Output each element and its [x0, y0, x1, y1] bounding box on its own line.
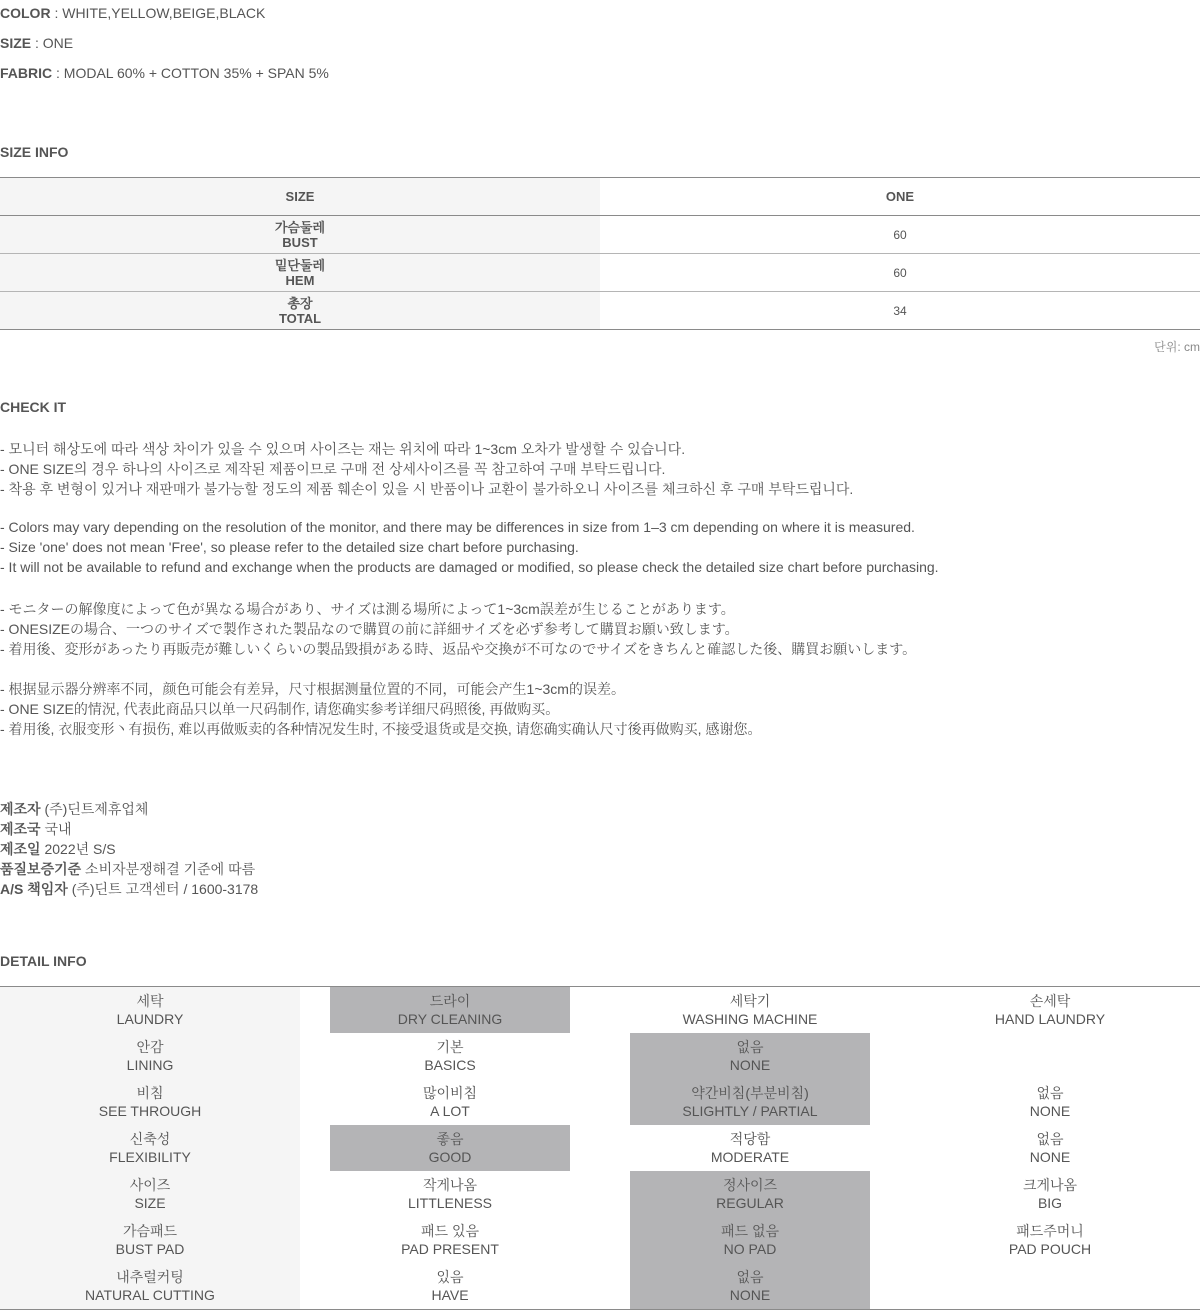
detail-option-selected [330, 987, 570, 1033]
detail-option-selected [330, 1125, 570, 1171]
option-ko: 손세탁 [1029, 993, 1071, 1009]
option-ko: 기본 [436, 1039, 464, 1055]
option-ko: 없음 [1036, 1131, 1064, 1147]
size-row-bust [0, 216, 1200, 254]
option-en: HAVE [431, 1287, 469, 1303]
label-ko: 가슴둘레 [274, 219, 326, 235]
detail-option-selected [630, 1263, 870, 1309]
spec-fabric [0, 65, 329, 81]
detail-row-label [0, 987, 300, 1033]
option-ko: 있음 [436, 1269, 464, 1285]
option-en: MODERATE [710, 1149, 790, 1165]
check-it-title: CHECK IT [0, 399, 67, 415]
option-en: A LOT [430, 1103, 470, 1119]
label-ko: 내추럴커팅 [116, 1269, 184, 1285]
detail-row-label [0, 1033, 300, 1079]
mfg-key: 제조일 [0, 841, 41, 857]
option-en: BASICS [424, 1057, 476, 1073]
option-ko: 없음 [736, 1269, 764, 1285]
option-en: NONE [729, 1287, 771, 1303]
label-en: TOTAL [278, 310, 322, 326]
option-en: LITTLENESS [407, 1195, 493, 1211]
option-en: PAD PRESENT [401, 1241, 499, 1257]
label-en: SIZE [134, 1195, 166, 1211]
mfg-value: (주)딘트제휴업체 [40, 801, 149, 817]
option-ko: 적당함 [729, 1131, 771, 1147]
size-table-header [0, 178, 1200, 216]
option-ko: 패드 없음 [721, 1223, 779, 1239]
mfg-as [0, 879, 258, 899]
detail-row-label [0, 1079, 300, 1125]
check-line: - 着用後、変形があったり再販売が難しいくらいの製品毀損がある時、返品や交換が不可なのでサイズをきちんと確認した後、購買お願いします。 [0, 641, 917, 657]
mfg-value: (주)딘트 고객센터 / 1600-3178 [67, 881, 259, 897]
detail-option-selected [630, 1217, 870, 1263]
mfg-key: 제조국 [0, 821, 41, 837]
detail-row-label [0, 1263, 300, 1309]
mfg-date [0, 839, 116, 859]
label-en: LINING [126, 1057, 174, 1073]
spec-value: : WHITE,YELLOW,BEIGE,BLACK [50, 5, 266, 21]
label-ko: 비침 [136, 1085, 164, 1101]
detail-option [330, 1263, 570, 1309]
mfg-key: 제조자 [0, 801, 41, 817]
spec-key: COLOR [0, 5, 51, 21]
option-en: NO PAD [723, 1241, 777, 1257]
check-line: - ONESIZEの場合、一つのサイズで製作された製品なので購買の前に詳細サイズを必ず参考して購買お願い致します。 [0, 621, 739, 637]
label-ko: 가슴패드 [122, 1223, 178, 1239]
option-ko: 패드 있음 [421, 1223, 479, 1239]
detail-option [330, 1079, 570, 1125]
option-ko: 없음 [1036, 1085, 1064, 1101]
option-en: NONE [1029, 1103, 1071, 1119]
detail-option [330, 1171, 570, 1217]
label-en: NATURAL CUTTING [85, 1287, 215, 1303]
option-ko: 작게나옴 [422, 1177, 478, 1193]
check-line: - Colors may vary depending on the resolution of the monitor, and there may be differences in size from 1–3 cm depending on where it is measured. [0, 519, 915, 535]
option-en: PAD POUCH [1008, 1241, 1092, 1257]
label-ko: 신축성 [129, 1131, 171, 1147]
size-row-hem [0, 254, 1200, 292]
option-en: REGULAR [716, 1195, 784, 1211]
check-line: - 모니터 해상도에 따라 색상 차이가 있을 수 있으며 사이즈는 재는 위치에 따라 1~3cm 오차가 발생할 수 있습니다. [0, 441, 686, 457]
detail-option [930, 1217, 1170, 1263]
check-line: - モニターの解像度によって色が異なる場合があり、サイズは測る場所によって1~3cm誤差が生じることがあります。 [0, 601, 735, 617]
option-en: DRY CLEANING [397, 1011, 503, 1027]
check-line: - ONE SIZE的情況, 代表此商品只以单一尺码制作, 请您确实参考详细尺码照後, 再做购买。 [0, 701, 560, 717]
option-ko: 약간비침(부분비침) [691, 1085, 809, 1101]
option-ko: 세탁기 [729, 993, 771, 1009]
detail-option [930, 1171, 1170, 1217]
check-line: - 根据显示器分辨率不同，颜色可能会有差异，尺寸根据测量位置的不同，可能会产生1~3cm的误差。 [0, 681, 625, 697]
check-line: - 着用後, 衣服变形丶有损伤, 难以再做贩卖的各种情况发生时, 不接受退货或是交换, 请您确实确认尺寸後再做购买, 感谢您。 [0, 721, 762, 737]
mfg-quality [0, 859, 255, 879]
size-row-label [0, 216, 600, 253]
label-en: HEM [285, 272, 315, 288]
size-row-label [0, 292, 600, 329]
detail-option-selected [630, 1079, 870, 1125]
label-ko: 세탁 [136, 993, 164, 1009]
label-en: LAUNDRY [116, 1011, 184, 1027]
label-ko: 사이즈 [129, 1177, 171, 1193]
detail-option [630, 1125, 870, 1171]
spec-size [0, 35, 73, 51]
size-unit-note: 단위: cm [1154, 340, 1200, 354]
detail-row-label [0, 1171, 300, 1217]
option-ko: 크게나옴 [1022, 1177, 1078, 1193]
detail-option [630, 987, 870, 1033]
check-line: - 착용 후 변형이 있거나 재판매가 불가능할 정도의 제품 훼손이 있을 시 반품이나 교환이 불가하오니 사이즈를 체크하신 후 구매 부탁드립니다. [0, 481, 854, 497]
spec-key: FABRIC [0, 65, 53, 81]
detail-option [330, 1217, 570, 1263]
option-en: WASHING MACHINE [682, 1011, 818, 1027]
mfg-maker [0, 799, 148, 819]
option-ko: 많이비침 [422, 1085, 478, 1101]
spec-color [0, 5, 265, 21]
size-row-value: 60 [893, 265, 907, 280]
check-line: - It will not be available to refund and exchange when the products are damaged or modified, so please check the detailed size chart before purchasing. [0, 559, 939, 575]
label-en: BUST [282, 234, 318, 250]
detail-option [930, 987, 1170, 1033]
option-en: GOOD [428, 1149, 472, 1165]
label-en: BUST PAD [115, 1241, 185, 1257]
spec-value: : MODAL 60% + COTTON 35% + SPAN 5% [52, 65, 329, 81]
check-line: - Size 'one' does not mean 'Free', so please refer to the detailed size chart before purchasing. [0, 539, 579, 555]
detail-row-label [0, 1125, 300, 1171]
detail-option [930, 1263, 1170, 1309]
label-en: SEE THROUGH [98, 1103, 202, 1119]
size-header-value: ONE [885, 189, 915, 204]
detail-option [330, 1033, 570, 1079]
option-ko: 드라이 [429, 993, 471, 1009]
detail-option [930, 1079, 1170, 1125]
size-row-value: 34 [893, 303, 907, 318]
detail-row-label [0, 1217, 300, 1263]
option-en: SLIGHTLY / PARTIAL [682, 1103, 818, 1119]
option-en: NONE [729, 1057, 771, 1073]
size-header-label: SIZE [0, 178, 600, 215]
size-table [0, 177, 1200, 330]
label-ko: 안감 [136, 1039, 164, 1055]
label-ko: 총장 [287, 295, 313, 311]
mfg-key: 품질보증기준 [0, 861, 82, 877]
option-ko: 정사이즈 [722, 1177, 778, 1193]
mfg-value: 2022년 S/S [40, 841, 116, 857]
size-row-label [0, 254, 600, 291]
option-en: BIG [1037, 1195, 1063, 1211]
option-en: HAND LAUNDRY [994, 1011, 1106, 1027]
detail-info-title: DETAIL INFO [0, 953, 87, 969]
detail-option-selected [630, 1033, 870, 1079]
label-en: FLEXIBILITY [109, 1149, 191, 1165]
option-ko: 패드주머니 [1016, 1223, 1084, 1239]
mfg-value: 소비자분쟁해결 기준에 따름 [81, 861, 256, 877]
label-ko: 밑단둘레 [274, 257, 326, 273]
mfg-key: A/S 책임자 [0, 881, 68, 897]
mfg-country [0, 819, 72, 839]
detail-table [0, 986, 1200, 1310]
detail-option [930, 1033, 1170, 1079]
size-row-total [0, 292, 1200, 330]
option-ko: 좋음 [436, 1131, 464, 1147]
option-en: NONE [1029, 1149, 1071, 1165]
detail-option [930, 1125, 1170, 1171]
size-row-value: 60 [893, 227, 907, 242]
size-info-title: SIZE INFO [0, 144, 69, 160]
detail-option-selected [630, 1171, 870, 1217]
spec-value: : ONE [31, 35, 74, 51]
option-ko: 없음 [736, 1039, 764, 1055]
spec-key: SIZE [0, 35, 32, 51]
check-line: - ONE SIZE의 경우 하나의 사이즈로 제작된 제품이므로 구매 전 상세사이즈를 꼭 참고하여 구매 부탁드립니다. [0, 461, 666, 477]
mfg-value: 국내 [40, 821, 72, 837]
